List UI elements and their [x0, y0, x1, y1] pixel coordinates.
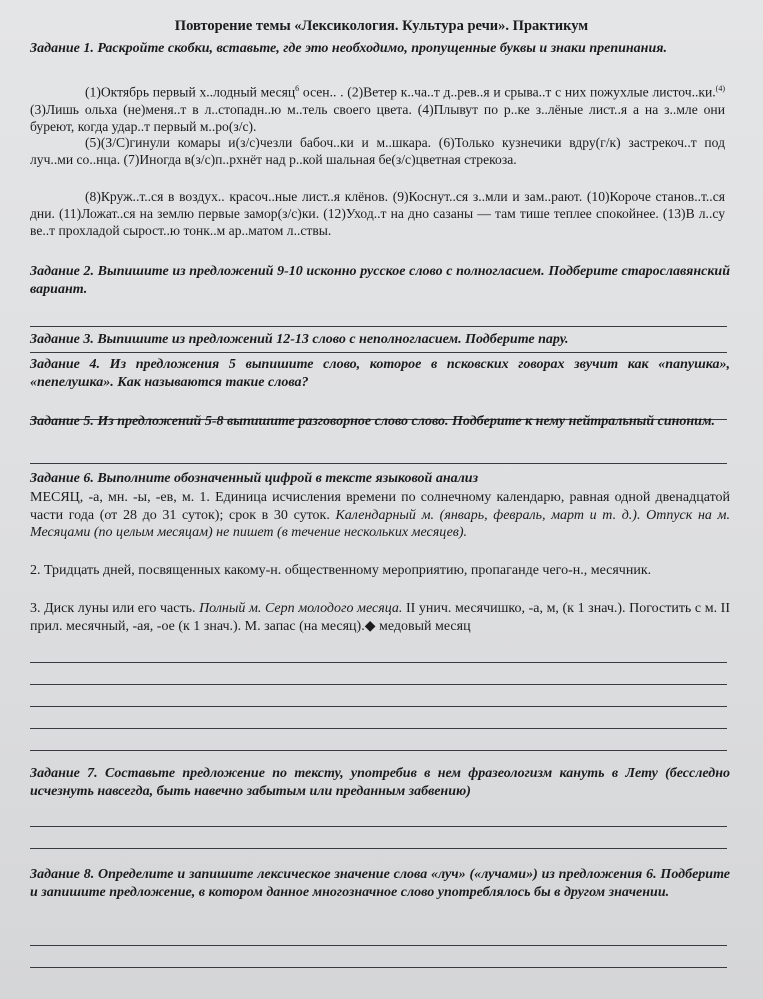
task-7-heading: Задание 7. Составьте предложение по тексту, употребив в нем фразеологизм кануть в Лету (бесследно исчезнуть навсегда, быть навечно забытым или преданным забвению) [30, 766, 730, 799]
task-1-paragraph-1 [30, 80, 725, 135]
answer-line [30, 945, 727, 946]
footnote-mark: 6 [295, 84, 300, 93]
dictionary-entry-2: 2. Тридцать дней, посвященных какому-н. общественному мероприятию, пропаганде чего-н., месячник. [30, 563, 652, 578]
text-fragment: (3)Лишь ольха (не)меня..т в л..стопадн..ю м..тель своего цвета. (4)Плывут по р..ке з..лёные лист..я а на з..мле они буреют, когда удар..т первый м..ро(з/с). [30, 101, 725, 134]
answer-line [30, 684, 727, 685]
task-1-paragraph-2: (5)(З/С)гинули комары и(з/с)чезли бабоч..ки и м..шкара. (6)Только кузнечики вдру(г/к) застрекоч..т под луч..ми со..нца. (7)Иногда в(з/с)п..рхнёт над р..кой шальная бе(з/с)цветная стрекоза. [30, 135, 725, 167]
text-fragment: (1)Октябрь первый х..лодный месяц [85, 84, 296, 100]
answer-line [30, 728, 727, 729]
task-3-heading: Задание 3. Выпишите из предложений 12-13 слово с неполногласием. Подберите пару. [30, 332, 569, 347]
task-5-heading: Задание 5. Из предложений 5-8 выпишите разговорное слово слово. Подберите к нему нейтральный синоним. [30, 414, 716, 429]
task-8-heading: Задание 8. Определите и запишите лексическое значение слова «луч» («лучами») из предложения 6. Подберите и запишите предложение, в котором данное многозначное слово употреблялось бы в другом значении. [30, 867, 730, 900]
answer-line [30, 848, 727, 849]
text-fragment: осен.. . (2)Ветер к..ча..т д..рев..я и срыва..т с них пожухлые листоч..ки. [299, 84, 716, 100]
answer-line [30, 463, 727, 464]
page-title: Повторение темы «Лексикология. Культура речи». Практикум [174, 18, 589, 34]
answer-line [30, 967, 727, 968]
answer-line [30, 826, 727, 827]
task-2-heading: Задание 2. Выпишите из предложений 9-10 исконно русское слово с полногласием. Подберите старославянский вариант. [30, 264, 730, 297]
task-4-heading: Задание 4. Из предложения 5 выпишите слово, которое в псковских говорах звучит как «папушка», «пепелушка». Как называются такие слова? [30, 357, 730, 390]
answer-line [30, 662, 727, 663]
definition-text: 3. Диск луны или его часть. [30, 601, 200, 616]
answer-line [30, 750, 727, 751]
answer-line [30, 326, 727, 327]
task-6-heading: Задание 6. Выполните обозначенный цифрой в тексте языковой анализ [30, 471, 479, 486]
dictionary-entry-1 [30, 489, 730, 542]
dictionary-entry-3 [30, 600, 730, 635]
usage-examples: Полный м. Серп молодого месяца. [199, 601, 403, 616]
derivatives-text: II унич. месячишко, -а, м, (к 1 знач.). Погостить с м. II прил. месячный, -ая, -ое (к 1 знач.). М. запас (на месяц).◆ медовый месяц [30, 601, 730, 634]
definition-text: МЕСЯЦ, -а, мн. -ы, -ев, м. 1. Единица исчисления времени по солнечному календарю, равная одной двенадцатой части года (от 28 до 31 суток); срок в 30 суток. [30, 490, 730, 523]
task-1-paragraph-3: (8)Круж..т..ся в воздух.. красоч..ные лист..я клёнов. (9)Коснут..ся з..мли и зам..рают. (10)Короче станов..т..ся дни. (11)Ложат..ся на землю первые замор(з/с)ки. (12)Уход..т на дно сазаны — там тише теплее спокойнее. (13)В л..су ве..т прохладой сырост..ю тонк..м ар..матом л..ствы. [30, 189, 725, 238]
answer-line [30, 352, 727, 353]
task-1-heading: Задание 1. Раскройте скобки, вставьте, где это необходимо, пропущенные буквы и знаки препинания. [30, 41, 667, 56]
footnote-mark: (4) [715, 84, 725, 93]
usage-examples: Календарный м. (январь, февраль, март и т. д.). Отпуск на м. Месяцами (по целым месяцам) не пишет (в течение нескольких месяцев). [30, 507, 730, 540]
answer-line [30, 706, 727, 707]
